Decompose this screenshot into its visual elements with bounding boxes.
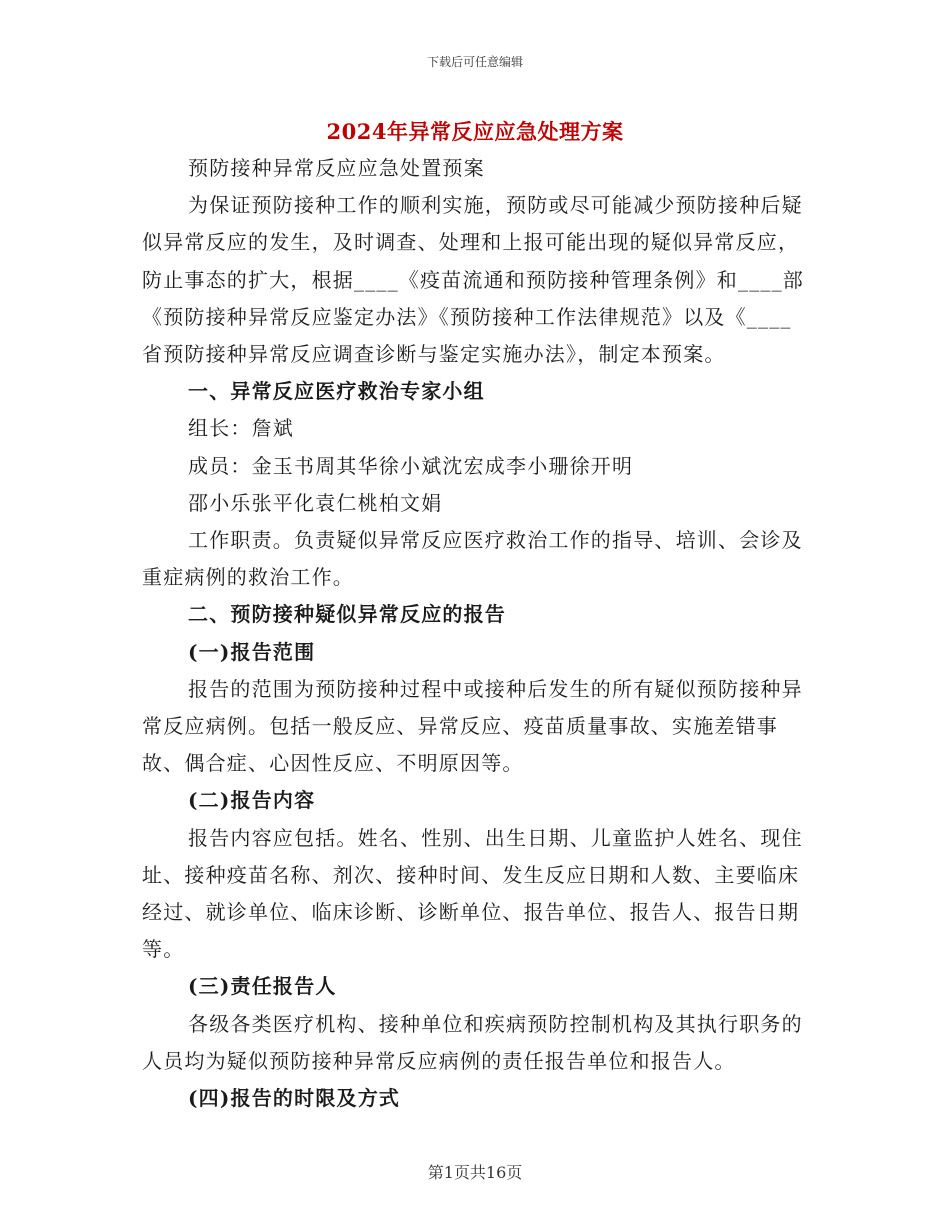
- paragraph-duties: 工作职责。负责疑似异常反应医疗救治工作的指导、培训、会诊及重症病例的救治工作。: [142, 528, 803, 590]
- paragraph-intro: 为保证预防接种工作的顺利实施，预防或尽可能减少预防接种后疑似异常反应的发生，及时调查、处理和上报可能出现的疑似异常反应，防止事态的扩大，根据____《疫苗流通和预防接种管理条例》和____部《预防接种异常反应鉴定办法》《预防接种工作法律规范》以及《____省预防接种异常反应调查诊断与鉴定实施办法》，制定本预案。: [142, 193, 804, 367]
- subsection-heading-timing: (四)报告的时限及方式: [188, 1086, 401, 1111]
- paragraph-members-cont: 邵小乐张平化袁仁桃柏文娟: [188, 490, 443, 515]
- page-footer: 第1页共16页: [427, 1163, 523, 1182]
- document-title: 2024年异常反应应急处理方案: [326, 119, 624, 144]
- paragraph-reporter: 各级各类医疗机构、接种单位和疾病预防控制机构及其执行职务的人员均为疑似预防接种异常反应病例的责任报告单位和报告人。: [142, 1011, 803, 1073]
- document-body: [142, 150, 805, 1117]
- paragraph-leader: 组长：詹斌: [188, 416, 294, 441]
- page-header: 下载后可任意编辑: [426, 55, 523, 69]
- section-heading-2: 二、预防接种疑似异常反应的报告: [188, 602, 506, 627]
- paragraph-subtitle: 预防接种异常反应应急处置预案: [188, 156, 485, 180]
- subsection-heading-scope: (一)报告范围: [188, 639, 316, 664]
- paragraph-scope: 报告的范围为预防接种过程中或接种后发生的所有疑似预防接种异常反应病例。包括一般反应、异常反应、疫苗质量事故、实施差错事故、偶合症、心因性反应、不明原因等。: [142, 676, 803, 776]
- section-heading-1: 一、异常反应医疗救治专家小组: [188, 379, 485, 404]
- paragraph-members: 成员：金玉书周其华徐小斌沈宏成李小珊徐开明: [188, 453, 634, 478]
- subsection-heading-content: (二)报告内容: [188, 788, 316, 813]
- paragraph-content: 报告内容应包括。姓名、性别、出生日期、儿童监护人姓名、现住址、接种疫苗名称、剂次、接种时间、发生反应日期和人数、主要临床经过、就诊单位、临床诊断、诊断单位、报告单位、报告人、报告日期等。: [142, 825, 803, 962]
- subsection-heading-reporter: (三)责任报告人: [188, 974, 337, 999]
